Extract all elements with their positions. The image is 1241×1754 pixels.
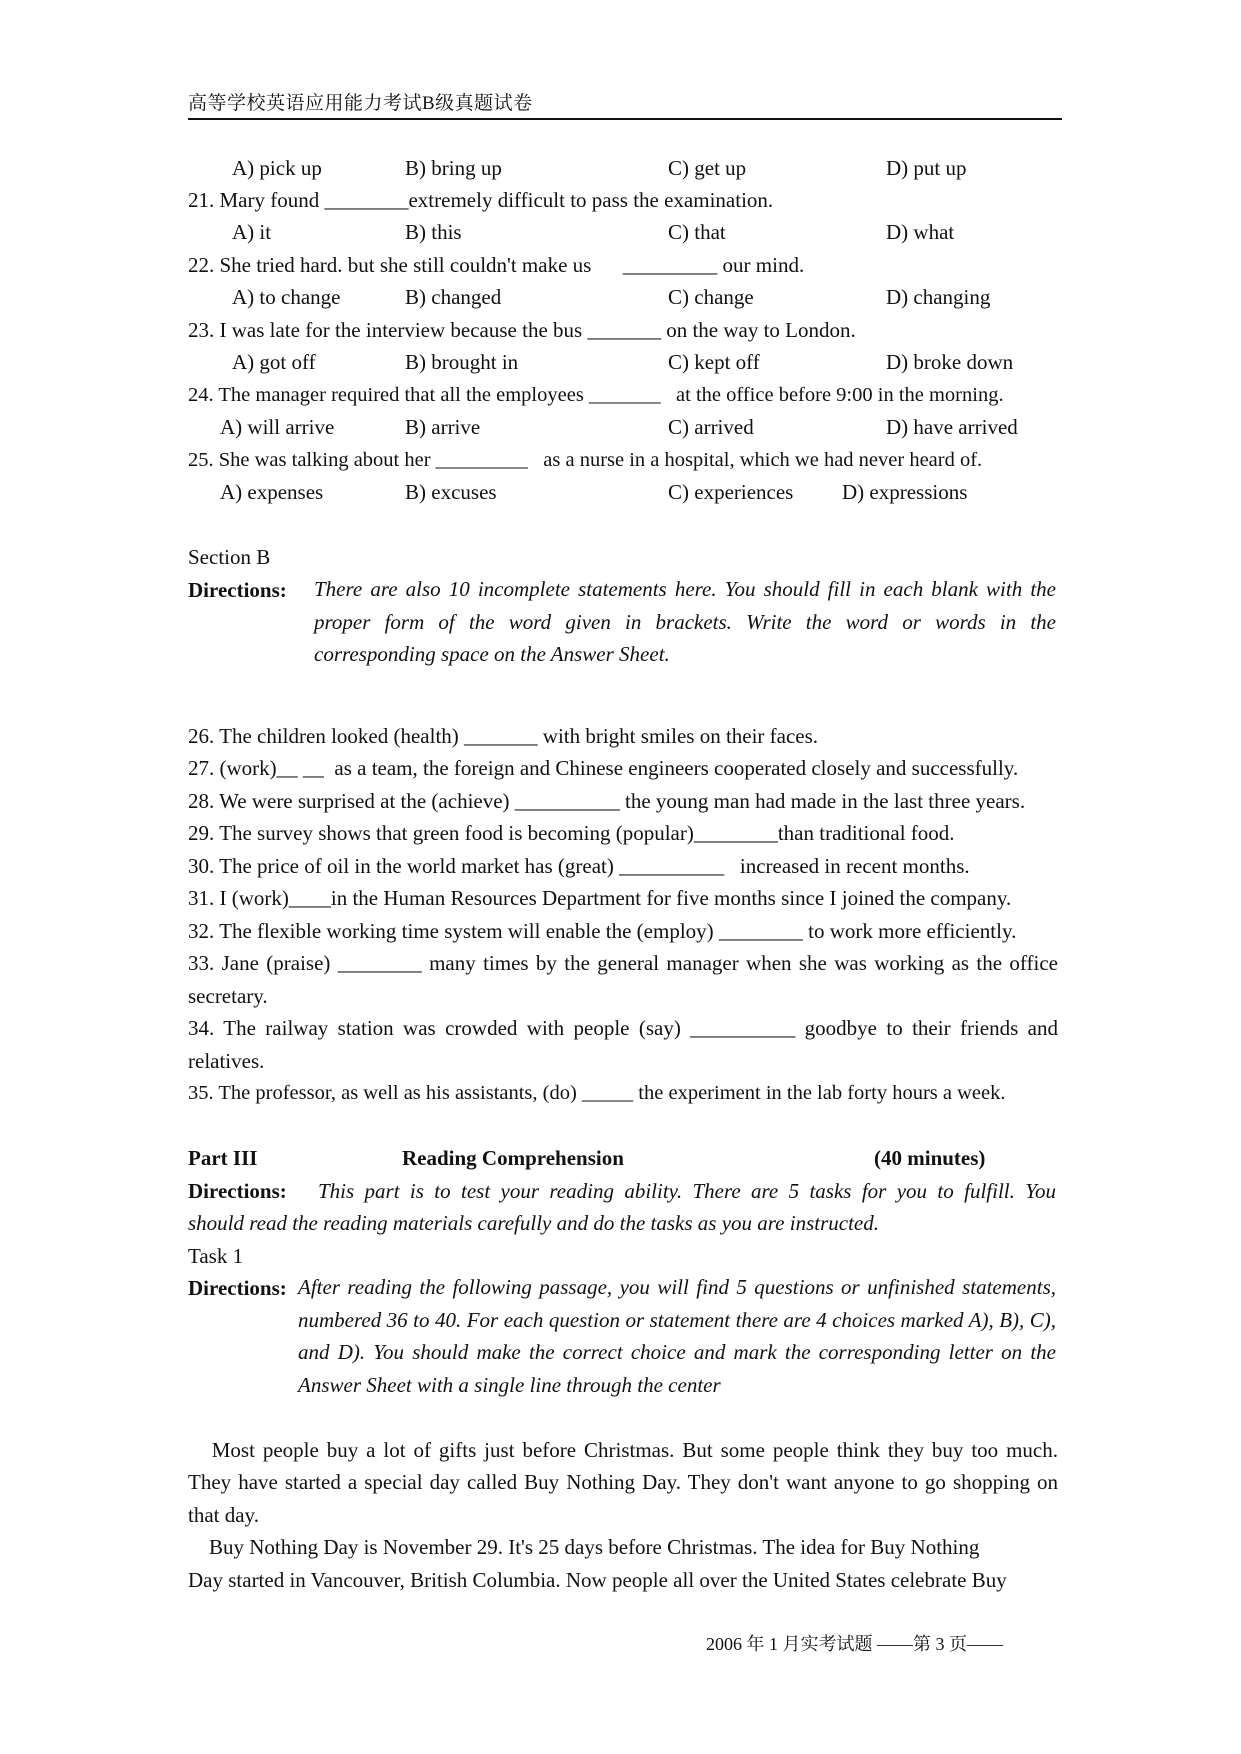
question-21: 21. Mary found ________extremely difficult to pass the examination. bbox=[188, 188, 774, 212]
option-d: D) put up bbox=[886, 156, 967, 180]
option-a: A) will arrive bbox=[220, 415, 335, 439]
question-30: 30. The price of oil in the world market has (great) __________ increased in recent months. bbox=[188, 854, 970, 878]
page-header: 高等学校英语应用能力考试B级真题试卷 bbox=[188, 88, 1062, 120]
option-d: D) have arrived bbox=[886, 415, 1018, 439]
section-title: Section B bbox=[188, 545, 271, 569]
passage-line: Day started in Vancouver, British Columbia. Now people all over the United States celebrate Buy bbox=[188, 1568, 1007, 1592]
directions-text: There are also 10 incomplete statements here. You should fill in each blank with the proper form of the word given in brackets. Write the word or words in the corresponding space on the Answer Sheet. bbox=[314, 577, 1056, 666]
option-b: B) this bbox=[405, 220, 462, 244]
option-a: A) to change bbox=[232, 285, 341, 309]
part-title: Reading Comprehension bbox=[402, 1146, 624, 1170]
question-31: 31. I (work)____in the Human Resources Department for five months since I joined the company. bbox=[188, 886, 1012, 910]
option-a: A) it bbox=[232, 220, 272, 244]
option-b: B) changed bbox=[405, 285, 502, 309]
task-directions-text: After reading the following passage, you will find 5 questions or unfinished statements, numbered 36 to 40. For each question or statement there are 4 choices marked A), B), C), and D). You should make the correct choice and mark the corresponding letter on the Answer Sheet with a single line through the center bbox=[298, 1275, 1056, 1397]
passage-line: They have started a special day called Buy Nothing Day. They don't want anyone to go shopping on bbox=[188, 1470, 1058, 1494]
option-c: C) change bbox=[668, 285, 754, 309]
question-34: 34. The railway station was crowded with people (say) __________ goodbye to their friends and bbox=[188, 1016, 1058, 1040]
question-24: 24. The manager required that all the employees _______ at the office before 9:00 in the morning. bbox=[188, 384, 1004, 406]
directions-line-1: This part is to test your reading ability. There are 5 tasks for you to fulfill. You bbox=[318, 1179, 1056, 1203]
task-label: Task 1 bbox=[188, 1244, 244, 1268]
question-28: 28. We were surprised at the (achieve) __________ the young man had made in the last three years. bbox=[188, 789, 1026, 813]
option-b: B) bring up bbox=[405, 156, 502, 180]
option-d: D) expressions bbox=[842, 480, 968, 504]
question-32: 32. The flexible working time system will enable the (employ) ________ to work more efficiently. bbox=[188, 919, 1017, 943]
option-d: D) changing bbox=[886, 285, 991, 309]
question-33-cont: secretary. bbox=[188, 984, 268, 1008]
option-c: C) experiences bbox=[668, 480, 794, 504]
option-a: A) expenses bbox=[220, 480, 324, 504]
question-33: 33. Jane (praise) ________ many times by the general manager when she was working as the office bbox=[188, 951, 1058, 975]
option-c: C) get up bbox=[668, 156, 747, 180]
page-footer: 2006 年 1 月实考试题 ——第 3 页—— bbox=[706, 1634, 1003, 1654]
option-a: A) got off bbox=[232, 350, 316, 374]
option-c: C) kept off bbox=[668, 350, 760, 374]
question-22: 22. She tried hard. but she still couldn't make us _________ our mind. bbox=[188, 253, 805, 277]
question-23: 23. I was late for the interview because the bus _______ on the way to London. bbox=[188, 318, 856, 342]
question-35: 35. The professor, as well as his assistants, (do) _____ the experiment in the lab forty hours a week. bbox=[188, 1082, 1006, 1104]
task-directions-label: Directions: bbox=[188, 1276, 287, 1300]
part-time: (40 minutes) bbox=[874, 1146, 986, 1170]
directions-line-2: should read the reading materials carefully and do the tasks as you are instructed. bbox=[188, 1211, 879, 1235]
question-27: 27. (work)__ __ as a team, the foreign and Chinese engineers cooperated closely and successfully. bbox=[188, 756, 1019, 780]
question-34-cont: relatives. bbox=[188, 1049, 265, 1073]
option-d: D) what bbox=[886, 220, 955, 244]
option-b: B) arrive bbox=[405, 415, 481, 439]
part-label: Part III bbox=[188, 1146, 258, 1170]
passage-line: Most people buy a lot of gifts just before Christmas. But some people think they buy too much. bbox=[188, 1438, 1058, 1462]
question-25: 25. She was talking about her _________ as a nurse in a hospital, which we had never heard of. bbox=[188, 449, 983, 471]
question-29: 29. The survey shows that green food is becoming (popular)________than traditional food. bbox=[188, 821, 955, 845]
directions-label: Directions: bbox=[188, 1179, 287, 1203]
option-c: C) arrived bbox=[668, 415, 754, 439]
option-a: A) pick up bbox=[232, 156, 322, 180]
option-b: B) excuses bbox=[405, 480, 497, 504]
option-b: B) brought in bbox=[405, 350, 519, 374]
option-c: C) that bbox=[668, 220, 726, 244]
directions-label: Directions: bbox=[188, 578, 287, 602]
passage-line: that day. bbox=[188, 1503, 259, 1527]
question-26: 26. The children looked (health) _______ with bright smiles on their faces. bbox=[188, 724, 819, 748]
passage-line: Buy Nothing Day is November 29. It's 25 days before Christmas. The idea for Buy Nothing bbox=[188, 1535, 980, 1559]
option-d: D) broke down bbox=[886, 350, 1014, 374]
